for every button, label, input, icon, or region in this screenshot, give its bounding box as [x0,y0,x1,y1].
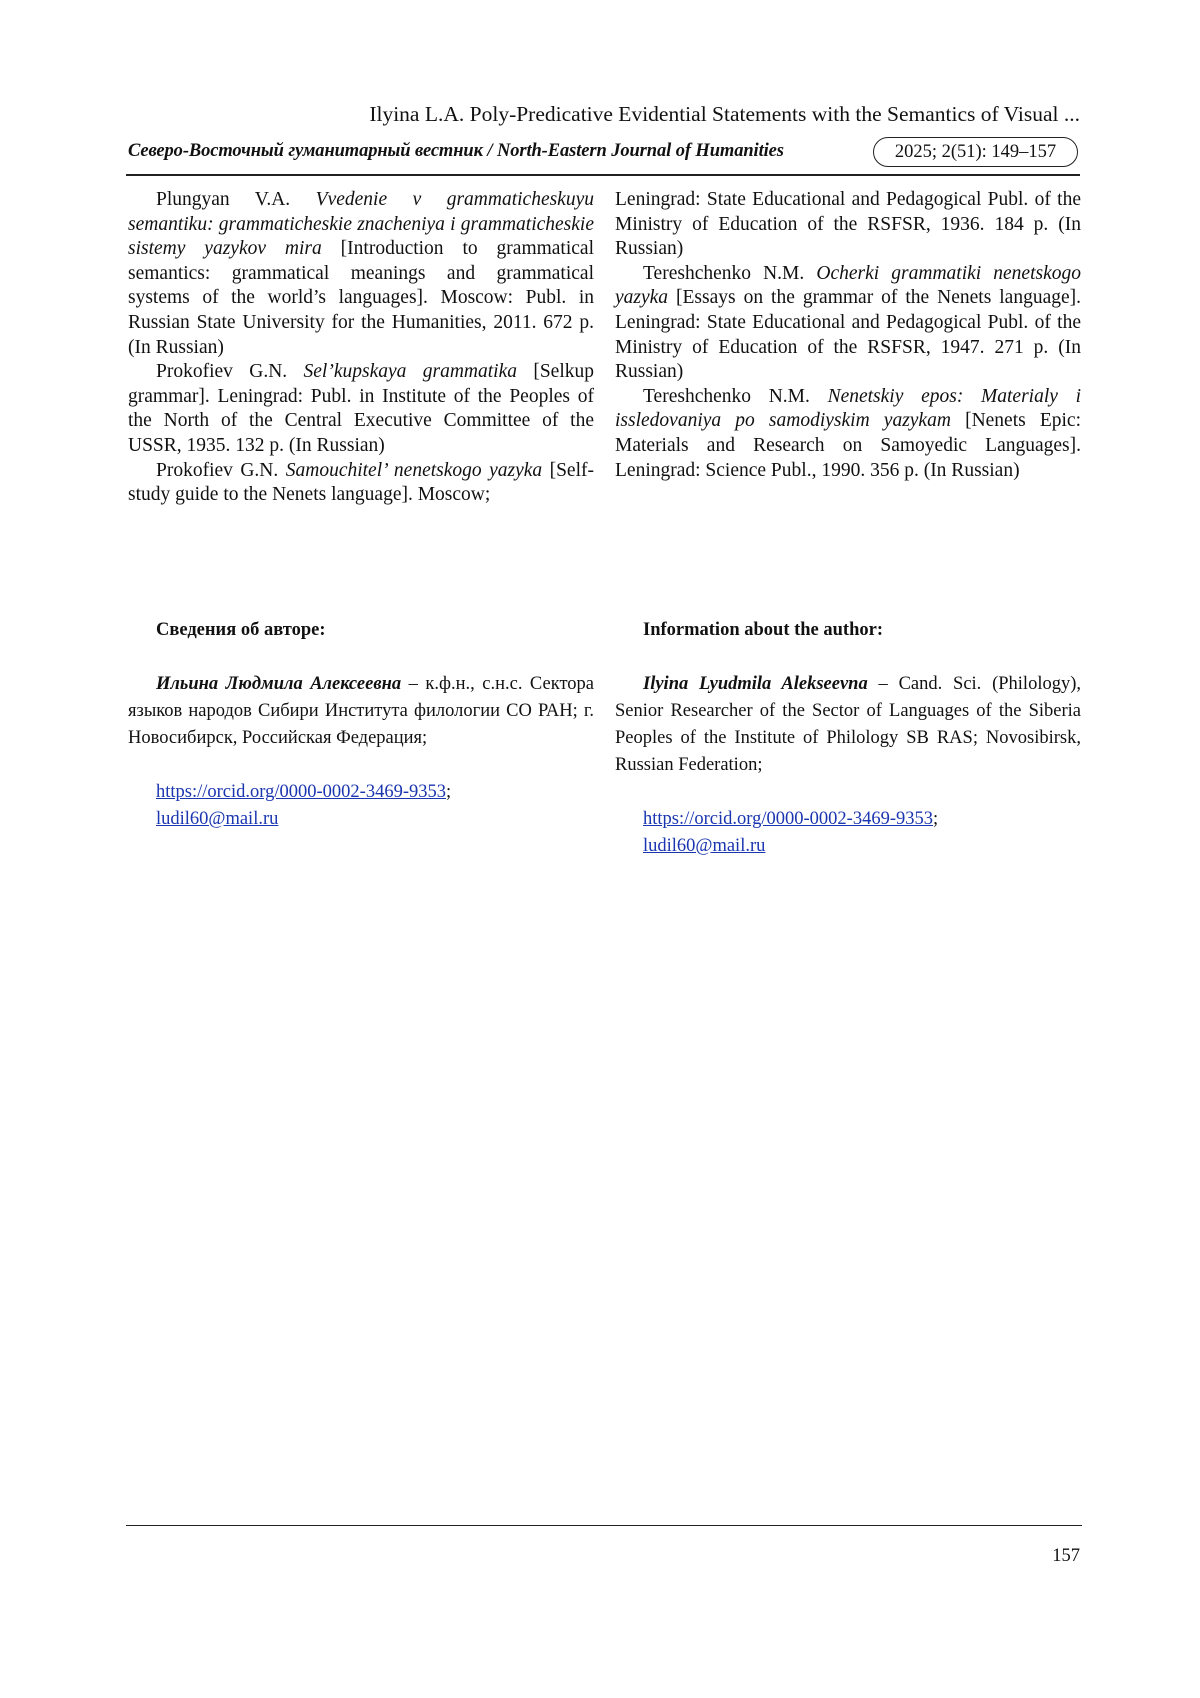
author-info-en [615,617,1081,860]
reference-item: Plungyan V.A. Vvedenie v grammaticheskuyu semantiku: grammaticheskie znacheniya i grammaticheskie sistemy yazykov mira [Introduction to grammatical semantics: grammatical meanings and grammatical systems of the world’s languages]. Moscow: Publ. in Russian State University for the Humanities, 2011. 672 p. (In Russian) [128,189,594,358]
author-bio: Ilyina Lyudmila Alekseevna – Cand. Sci. (Philology), Senior Researcher of the Sector of Languages of the Siberia Peoples of the Institute of Philology SB RAS; Novosibirsk, Russian Federation; [615,674,1082,775]
journal-line [128,137,1080,173]
reference-item: Tereshchenko N.M. Nenetskiy epos: Materialy i issledovaniya po samodiyskim yazykam [Nenets Epic: Materials and Research on Samoyedic Languages]. Leningrad: Science Publ., 1990. 356 p. (In Russian) [615,385,1082,481]
email-link[interactable]: ludil60@mail.ru [643,836,766,856]
author-info-ru [128,617,594,833]
author-info-heading: Сведения об авторе: [156,620,326,640]
footer-divider [126,1525,1082,1526]
author-name: Ilyina Lyudmila Alekseevna [643,674,868,694]
references-left-column [128,188,594,508]
running-title: Ilyina L.A. Poly-Predicative Evidential Statements with the Semantics of Visual ... [369,102,1080,126]
reference-item: Prokofiev G.N. Samouchitel’ nenetskogo yazyka [Self-study guide to the Nenets language]. Moscow; [128,459,594,506]
page-number: 157 [1052,1546,1080,1566]
author-contacts: https://orcid.org/0000-0002-3469-9353; ludil60@mail.ru [156,782,452,829]
orcid-link[interactable]: https://orcid.org/0000-0002-3469-9353 [156,782,446,802]
reference-item: Prokofiev G.N. Sel’kupskaya grammatika [Selkup grammar]. Leningrad: Publ. in Institute of the Peoples of the North of the Central Executive Committee of the USSR, 1935. 132 p. (In Russian) [128,361,594,456]
issue-badge: 2025; 2(51): 149–157 [873,137,1078,167]
author-bio: Ильина Людмила Алексеевна – к.ф.н., с.н.с. Сектора языков народов Сибири Института филологии СО РАН; г. Новосибирск, Российская Федерация; [128,674,595,748]
author-info-heading: Information about the author: [643,620,883,640]
journal-name: Северо-Восточный гуманитарный вестник / North-Eastern Journal of Humanities [128,141,784,161]
orcid-link[interactable]: https://orcid.org/0000-0002-3469-9353 [643,809,933,829]
author-name: Ильина Людмила Алексеевна [156,674,402,694]
reference-continuation: Leningrad: State Educational and Pedagogical Publ. of the Ministry of Education of the RSFSR, 1936. 184 p. (In Russian) [615,189,1081,260]
header-divider [126,174,1080,176]
email-link[interactable]: ludil60@mail.ru [156,809,279,829]
references-right-column [615,188,1081,483]
author-contacts: https://orcid.org/0000-0002-3469-9353; ludil60@mail.ru [643,809,939,856]
reference-item: Tereshchenko N.M. Ocherki grammatiki nenetskogo yazyka [Essays on the grammar of the Nenets language]. Leningrad: State Educational and Pedagogical Publ. of the Ministry of Education of the RSFSR, 1947. 271 p. (In Russian) [615,262,1082,383]
